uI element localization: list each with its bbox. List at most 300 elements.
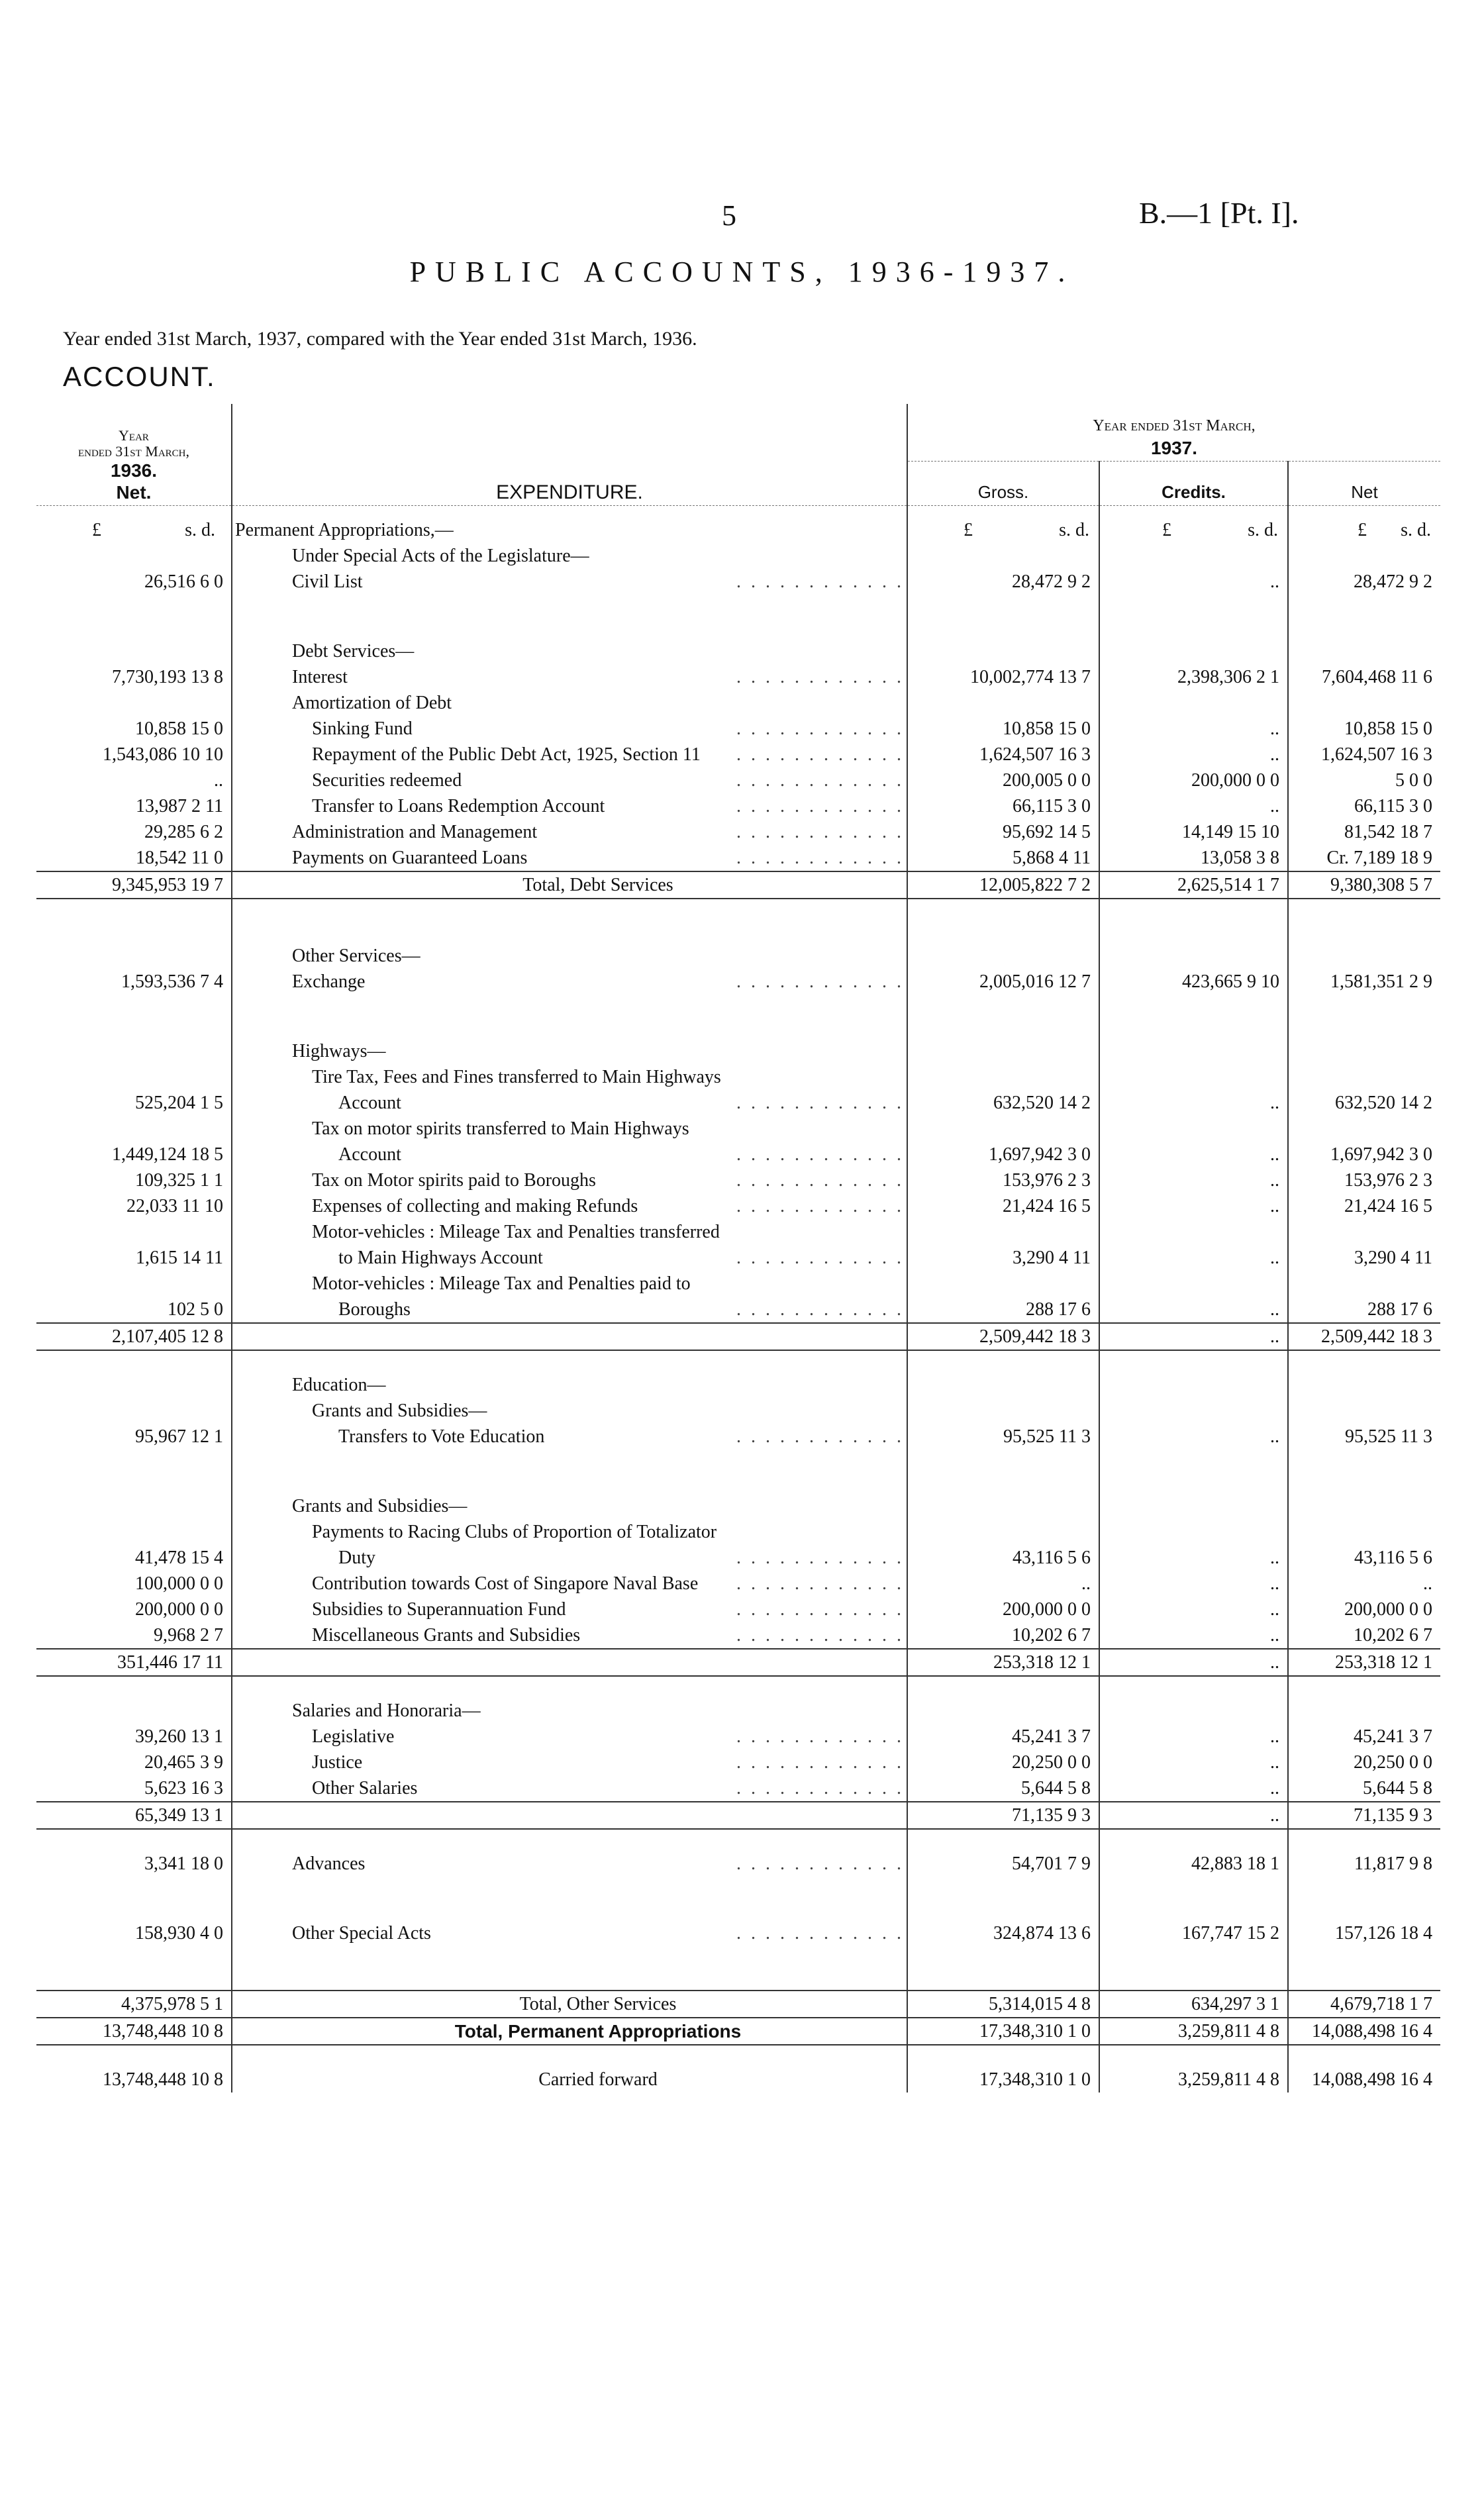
spacer-cell <box>1288 595 1440 638</box>
gross-amount: 200,005 0 0 <box>907 767 1099 793</box>
spacer-cell <box>36 1946 232 1991</box>
prev-year-amount: 9,968 2 7 <box>36 1622 232 1649</box>
line-description <box>232 845 907 871</box>
net-amount: Cr. 7,189 18 9 <box>1326 848 1432 868</box>
gross-amount: 10,858 15 0 <box>907 716 1099 742</box>
current-year-value: 1937. <box>1150 438 1198 458</box>
net-amount: 5 0 0 <box>1395 770 1432 791</box>
gross-amount: 21,424 16 5 <box>907 1193 1099 1219</box>
leader-dots: . . . . . . . . . . . . <box>736 667 904 687</box>
line-label: Account <box>338 1093 401 1113</box>
table-row <box>36 1775 1440 1802</box>
table-row <box>36 1142 1440 1167</box>
spacer-cell <box>907 595 1099 638</box>
line-label: Repayment of the Public Debt Act, 1925, Section 11 <box>312 744 701 765</box>
line-label: Sinking Fund <box>312 718 413 739</box>
expenditure-table <box>36 404 1440 2092</box>
prev-year-amount: 1,449,124 18 5 <box>36 1142 232 1167</box>
credits-amount: .. <box>1099 1802 1288 1829</box>
gross-amount: 66,115 3 0 <box>907 793 1099 819</box>
table-row <box>36 664 1440 690</box>
leader-dots: . . . . . . . . . . . . <box>736 770 904 791</box>
spacer-cell <box>1099 1946 1288 1991</box>
net-amount <box>1288 1116 1440 1142</box>
table-row <box>36 1167 1440 1193</box>
section-heading: Amortization of Debt <box>232 690 907 716</box>
prev-year-amount <box>36 1064 232 1090</box>
spacer-cell <box>232 995 907 1038</box>
gross-amount: 10,202 6 7 <box>907 1622 1099 1649</box>
line-label: Miscellaneous Grants and Subsidies <box>312 1625 581 1646</box>
table-row <box>36 1597 1440 1622</box>
section-heading: Motor-vehicles : Mileage Tax and Penalties paid to <box>232 1271 907 1297</box>
gross-amount: 5,868 4 11 <box>907 845 1099 871</box>
net-amount: 66,115 3 0 <box>1354 796 1432 816</box>
line-description <box>232 1749 907 1775</box>
section-heading: Tax on motor spirits transferred to Main Highways <box>232 1116 907 1142</box>
prev-year-amount: 3,341 18 0 <box>36 1851 232 1877</box>
spacer-cell <box>907 2045 1099 2067</box>
gross-amount <box>907 1038 1099 1064</box>
prev-year-amount: 7,730,193 13 8 <box>36 664 232 690</box>
subtitle: Year ended 31st March, 1937, compared with the Year ended 31st March, 1936. <box>63 328 697 350</box>
net-amount: 153,976 2 3 <box>1344 1170 1432 1191</box>
line-description <box>232 1090 907 1116</box>
spacer-row <box>36 1877 1440 1920</box>
credits-amount: .. <box>1099 1597 1288 1622</box>
gross-amount: 12,005,822 7 2 <box>907 871 1099 899</box>
net-amount: 1,624,507 16 3 <box>1321 744 1432 765</box>
spacer-cell <box>232 1877 907 1920</box>
gross-amount: 95,525 11 3 <box>907 1424 1099 1450</box>
net-amount: 28,472 9 2 <box>1354 571 1432 592</box>
line-description <box>232 1622 907 1649</box>
credits-amount: 3,259,811 4 8 <box>1099 2018 1288 2045</box>
leader-dots: . . . . . . . . . . . . <box>736 1248 904 1268</box>
total-row <box>36 871 1440 899</box>
spacer-cell <box>1099 1829 1288 1851</box>
spacer-cell <box>1288 1350 1440 1372</box>
line-description <box>232 569 907 595</box>
prev-net-label: Net. <box>116 482 152 503</box>
leader-dots: . . . . . . . . . . . . <box>736 718 904 739</box>
prev-year-amount <box>36 1493 232 1519</box>
spacer-cell <box>907 1946 1099 1991</box>
leader-dots: . . . . . . . . . . . . <box>736 1752 904 1773</box>
net-amount: 45,241 3 7 <box>1354 1726 1432 1747</box>
leader-dots: . . . . . . . . . . . . <box>736 571 904 592</box>
section-heading: Salaries and Honoraria— <box>232 1698 907 1724</box>
spacer-cell <box>907 1829 1099 1851</box>
leader-dots: . . . . . . . . . . . . <box>736 848 904 868</box>
credits-amount <box>1099 1271 1288 1297</box>
line-description <box>232 1571 907 1597</box>
table-row <box>36 1724 1440 1749</box>
pence-sign: d. <box>1264 520 1278 540</box>
prev-year-amount <box>36 1372 232 1398</box>
gross-amount: 43,116 5 6 <box>907 1545 1099 1571</box>
table-row <box>36 793 1440 819</box>
prev-year-amount: 95,967 12 1 <box>36 1424 232 1450</box>
net-amount <box>1288 1372 1440 1398</box>
pence-sign: d. <box>1075 520 1089 540</box>
section-heading: Highways— <box>232 1038 907 1064</box>
line-description <box>232 819 907 845</box>
credits-amount <box>1099 638 1288 664</box>
spacer-cell <box>36 2045 232 2067</box>
line-description <box>232 1193 907 1219</box>
net-amount <box>1288 1493 1440 1519</box>
net-amount: 10,202 6 7 <box>1354 1625 1432 1646</box>
net-amount: 2,509,442 18 3 <box>1288 1323 1440 1350</box>
gross-amount <box>907 1219 1099 1245</box>
credits-amount: .. <box>1099 1749 1288 1775</box>
line-description <box>232 1724 907 1749</box>
gross-amount <box>907 943 1099 969</box>
prev-year-amount <box>36 943 232 969</box>
table-row <box>36 742 1440 767</box>
total-row <box>36 1323 1440 1350</box>
table-row <box>36 1920 1440 1946</box>
table-row <box>36 569 1440 595</box>
leader-dots: . . . . . . . . . . . . <box>736 1853 904 1874</box>
heading-row <box>36 1271 1440 1297</box>
spacer-cell <box>1099 1877 1288 1920</box>
net-amount <box>1288 638 1440 664</box>
gross-amount: 17,348,310 1 0 <box>907 2067 1099 2092</box>
spacer-row <box>36 2045 1440 2067</box>
pound-sign: £ <box>1358 520 1367 540</box>
spacer-cell <box>1099 595 1288 638</box>
prev-year-amount <box>36 638 232 664</box>
gross-amount: 5,644 5 8 <box>907 1775 1099 1802</box>
credits-amount <box>1099 690 1288 716</box>
gross-amount: 2,005,016 12 7 <box>907 969 1099 995</box>
net-amount: 1,697,942 3 0 <box>1330 1144 1432 1165</box>
credits-amount <box>1099 543 1288 569</box>
table-row <box>36 767 1440 793</box>
leader-dots: . . . . . . . . . . . . <box>736 1599 904 1620</box>
spacer-row <box>36 1829 1440 1851</box>
spacer-cell <box>232 1450 907 1493</box>
page-number: 5 <box>722 199 736 232</box>
prev-year-amount: 200,000 0 0 <box>36 1597 232 1622</box>
line-label: Justice <box>312 1752 363 1773</box>
net-amount <box>1288 1064 1440 1090</box>
credits-amount: .. <box>1099 793 1288 819</box>
perm-heading: Permanent Appropriations,— <box>232 506 907 544</box>
line-label: Subsidies to Superannuation Fund <box>312 1599 566 1620</box>
prev-year-amount <box>36 1219 232 1245</box>
spacer-cell <box>907 1350 1099 1372</box>
line-description <box>232 1802 907 1829</box>
credits-amount: .. <box>1099 1622 1288 1649</box>
table-row <box>36 1193 1440 1219</box>
leader-dots: . . . . . . . . . . . . <box>736 1625 904 1646</box>
line-label: Account <box>338 1144 401 1165</box>
gross-amount <box>907 1271 1099 1297</box>
line-label: Carried forward <box>538 2069 658 2090</box>
spacer-cell <box>1099 995 1288 1038</box>
prev-year-amount: 5,623 16 3 <box>36 1775 232 1802</box>
credits-amount: .. <box>1099 1297 1288 1323</box>
line-label: Administration and Management <box>292 822 538 842</box>
line-description <box>232 664 907 690</box>
expenditure-header: EXPENDITURE. <box>232 404 907 506</box>
prev-year-amount: 9,345,953 19 7 <box>36 871 232 899</box>
credits-amount: .. <box>1099 1323 1288 1350</box>
prev-year-header <box>36 404 232 506</box>
leader-dots: . . . . . . . . . . . . <box>736 1196 904 1216</box>
prev-year-amount: 13,748,448 10 8 <box>36 2018 232 2045</box>
spacer-cell <box>1099 2045 1288 2067</box>
net-amount: 20,250 0 0 <box>1354 1752 1432 1773</box>
spacer-cell <box>1099 1450 1288 1493</box>
credits-amount: .. <box>1099 742 1288 767</box>
spacer-cell <box>1288 995 1440 1038</box>
prev-year-label: Year <box>119 427 149 444</box>
credits-amount <box>1099 1372 1288 1398</box>
pound-sign: £ <box>92 520 101 540</box>
spacer-row <box>36 899 1440 943</box>
spacer-cell <box>36 1350 232 1372</box>
spacer-cell <box>36 595 232 638</box>
credits-amount: .. <box>1099 1724 1288 1749</box>
spacer-cell <box>232 1829 907 1851</box>
net-amount: 71,135 9 3 <box>1288 1802 1440 1829</box>
section-heading: Under Special Acts of the Legislature— <box>232 543 907 569</box>
credits-amount: 200,000 0 0 <box>1099 767 1288 793</box>
gross-amount: 632,520 14 2 <box>907 1090 1099 1116</box>
spacer-row <box>36 1946 1440 1991</box>
credits-amount: 2,625,514 1 7 <box>1099 871 1288 899</box>
spacer-cell <box>1288 899 1440 943</box>
credits-amount: 2,398,306 2 1 <box>1099 664 1288 690</box>
gross-header: Gross. <box>907 462 1099 506</box>
line-label: Exchange <box>292 971 366 992</box>
gross-amount: 5,314,015 4 8 <box>907 1991 1099 2018</box>
credits-amount <box>1099 1398 1288 1424</box>
spacer-cell <box>36 1829 232 1851</box>
line-label: Tax on Motor spirits paid to Boroughs <box>312 1170 596 1191</box>
net-amount: 14,088,498 16 4 <box>1288 2018 1440 2045</box>
table-row <box>36 1622 1440 1649</box>
net-amount: 43,116 5 6 <box>1354 1548 1432 1568</box>
pence-sign: d. <box>201 520 215 540</box>
credits-amount <box>1099 1064 1288 1090</box>
net-amount: 1,581,351 2 9 <box>1330 971 1432 992</box>
line-label: Other Salaries <box>312 1778 418 1798</box>
gross-amount <box>907 1398 1099 1424</box>
net-amount <box>1288 1398 1440 1424</box>
gross-amount: 20,250 0 0 <box>907 1749 1099 1775</box>
gross-amount: 288 17 6 <box>907 1297 1099 1323</box>
net-amount <box>1288 690 1440 716</box>
leader-dots: . . . . . . . . . . . . <box>736 1144 904 1165</box>
net-amount <box>1288 1271 1440 1297</box>
heading-row <box>36 1698 1440 1724</box>
credits-amount: 423,665 9 10 <box>1099 969 1288 995</box>
line-description <box>232 1991 907 2018</box>
line-description <box>232 1649 907 1676</box>
line-description <box>232 1851 907 1877</box>
prev-year-amount: 13,748,448 10 8 <box>36 2067 232 2092</box>
gross-amount: 3,290 4 11 <box>907 1245 1099 1271</box>
heading-row <box>36 1038 1440 1064</box>
net-amount: 9,380,308 5 7 <box>1288 871 1440 899</box>
line-label: Other Special Acts <box>292 1923 431 1944</box>
net-amount <box>1288 943 1440 969</box>
prev-year-amount: 158,930 4 0 <box>36 1920 232 1946</box>
line-description <box>232 1775 907 1802</box>
prev-year-amount: 29,285 6 2 <box>36 819 232 845</box>
gross-amount <box>907 1493 1099 1519</box>
credits-amount <box>1099 943 1288 969</box>
prev-year-amount <box>36 1698 232 1724</box>
heading-row <box>36 1493 1440 1519</box>
spacer-cell <box>1099 899 1288 943</box>
net-amount: .. <box>1423 1573 1432 1594</box>
credits-amount: 167,747 15 2 <box>1099 1920 1288 1946</box>
line-description <box>232 2018 907 2045</box>
spacer-cell <box>232 1350 907 1372</box>
prev-year-amount: 525,204 1 5 <box>36 1090 232 1116</box>
spacer-cell <box>1099 1350 1288 1372</box>
spacer-row <box>36 595 1440 638</box>
current-year-label: Year ended 31st March, <box>1093 417 1256 434</box>
prev-year-value: 1936. <box>110 460 158 481</box>
gross-amount: 2,509,442 18 3 <box>907 1323 1099 1350</box>
gross-amount <box>907 1698 1099 1724</box>
line-label: Expenses of collecting and making Refunds <box>312 1196 638 1216</box>
heading-row <box>36 690 1440 716</box>
net-amount: 11,817 9 8 <box>1354 1853 1432 1874</box>
credits-amount: 14,149 15 10 <box>1099 819 1288 845</box>
line-description <box>232 1597 907 1622</box>
spacer-cell <box>36 899 232 943</box>
line-label: Legislative <box>312 1726 395 1747</box>
section-heading: Education— <box>232 1372 907 1398</box>
prev-year-amount <box>36 690 232 716</box>
table-row <box>36 1090 1440 1116</box>
line-label: Interest <box>292 667 348 687</box>
table-row <box>36 1851 1440 1877</box>
spacer-row <box>36 995 1440 1038</box>
credits-amount: .. <box>1099 1424 1288 1450</box>
current-year-header <box>907 404 1440 462</box>
gross-amount: 71,135 9 3 <box>907 1802 1099 1829</box>
heading-row <box>36 943 1440 969</box>
section-heading: Other Services— <box>232 943 907 969</box>
table-row <box>36 1424 1440 1450</box>
section-heading: Payments to Racing Clubs of Proportion of Totalizator <box>232 1519 907 1545</box>
line-label: Total, Permanent Appropriations <box>454 2021 742 2042</box>
line-label: Total, Other Services <box>519 1994 677 2014</box>
total-row <box>36 1649 1440 1676</box>
line-description <box>232 1323 907 1350</box>
leader-dots: . . . . . . . . . . . . <box>736 1778 904 1798</box>
line-description <box>232 871 907 899</box>
net-amount: 7,604,468 11 6 <box>1322 667 1432 687</box>
credits-header: Credits. <box>1099 462 1288 506</box>
credits-amount <box>1099 1219 1288 1245</box>
gross-currency <box>907 506 1099 544</box>
net-amount: 5,644 5 8 <box>1363 1778 1432 1798</box>
credits-amount: 13,058 3 8 <box>1099 845 1288 871</box>
credits-amount: .. <box>1099 1545 1288 1571</box>
shilling-sign: s. <box>185 520 197 540</box>
net-amount: 3,290 4 11 <box>1354 1248 1432 1268</box>
net-amount: 10,858 15 0 <box>1344 718 1432 739</box>
line-description <box>232 793 907 819</box>
shilling-sign: s. <box>1248 520 1260 540</box>
section-heading: Debt Services— <box>232 638 907 664</box>
net-currency <box>1288 506 1440 544</box>
credits-amount: 42,883 18 1 <box>1099 1851 1288 1877</box>
credits-amount: .. <box>1099 1193 1288 1219</box>
credits-amount: .. <box>1099 1142 1288 1167</box>
gross-amount: .. <box>907 1571 1099 1597</box>
section-heading: Grants and Subsidies— <box>232 1493 907 1519</box>
net-amount: 4,679,718 1 7 <box>1288 1991 1440 2018</box>
table-row <box>36 1571 1440 1597</box>
pound-sign: £ <box>1162 520 1171 540</box>
table-row <box>36 845 1440 871</box>
currency-row <box>36 506 1440 544</box>
gross-amount: 17,348,310 1 0 <box>907 2018 1099 2045</box>
leader-dots: . . . . . . . . . . . . <box>736 822 904 842</box>
prev-year-amount <box>36 1271 232 1297</box>
heading-row <box>36 1519 1440 1545</box>
net-amount: 95,525 11 3 <box>1345 1426 1432 1447</box>
net-amount <box>1288 1219 1440 1245</box>
spacer-row <box>36 1450 1440 1493</box>
gross-amount: 200,000 0 0 <box>907 1597 1099 1622</box>
line-label: to Main Highways Account <box>338 1248 543 1268</box>
spacer-cell <box>232 899 907 943</box>
credits-amount: 634,297 3 1 <box>1099 1991 1288 2018</box>
gross-amount: 253,318 12 1 <box>907 1649 1099 1676</box>
spacer-cell <box>36 1450 232 1493</box>
line-description <box>232 1167 907 1193</box>
net-amount: 200,000 0 0 <box>1344 1599 1432 1620</box>
spacer-cell <box>1099 1676 1288 1698</box>
credits-amount <box>1099 1519 1288 1545</box>
net-amount: 21,424 16 5 <box>1344 1196 1432 1216</box>
spacer-cell <box>36 995 232 1038</box>
credits-amount: .. <box>1099 1090 1288 1116</box>
line-label: Securities redeemed <box>312 770 462 791</box>
line-label: Payments on Guaranteed Loans <box>292 848 528 868</box>
prev-year-amount: 100,000 0 0 <box>36 1571 232 1597</box>
net-amount <box>1288 543 1440 569</box>
credits-amount: .. <box>1099 1649 1288 1676</box>
credits-amount: .. <box>1099 1775 1288 1802</box>
perm-sub-heading <box>36 543 1440 569</box>
section-label: ACCOUNT. <box>63 361 216 392</box>
shilling-sign: s. <box>1401 520 1412 540</box>
section-heading: Grants and Subsidies— <box>232 1398 907 1424</box>
gross-amount: 54,701 7 9 <box>907 1851 1099 1877</box>
line-description <box>232 969 907 995</box>
leader-dots: . . . . . . . . . . . . <box>736 1093 904 1113</box>
spacer-cell <box>232 595 907 638</box>
net-amount: 81,542 18 7 <box>1344 822 1432 842</box>
spacer-cell <box>1288 1450 1440 1493</box>
prev-year-amount: 10,858 15 0 <box>36 716 232 742</box>
prev-year-ended: ended 31st March, <box>77 443 190 460</box>
line-description <box>232 716 907 742</box>
